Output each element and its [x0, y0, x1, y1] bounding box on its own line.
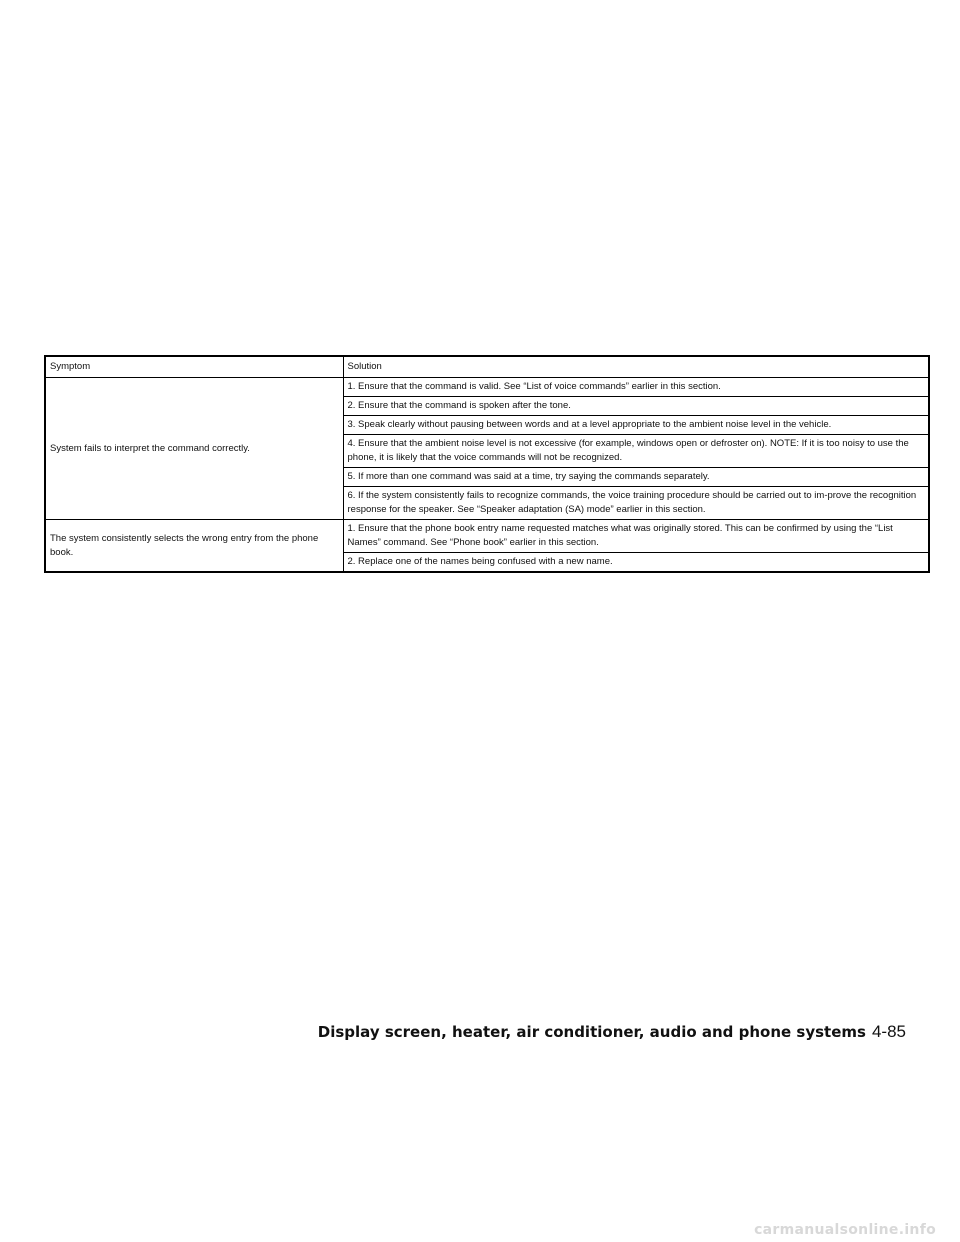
symptom-cell: System fails to interpret the command correctly. — [45, 378, 343, 520]
table-header-row — [45, 356, 929, 378]
solution-cell: 1. Ensure that the phone book entry name requested matches what was originally stored. This can be confirmed by using the “List Names” command. See “Phone book” earlier in this section. — [343, 520, 929, 553]
table-row — [45, 378, 929, 397]
solution-cell: 2. Ensure that the command is spoken after the tone. — [343, 397, 929, 416]
troubleshooting-table — [44, 355, 930, 573]
table-row — [45, 520, 929, 553]
section-title: Display screen, heater, air conditioner, audio and phone systems — [317, 1023, 866, 1041]
watermark-text: carmanualsonline.info — [754, 1222, 936, 1238]
page-footer — [318, 1022, 906, 1042]
page-number: 4-85 — [871, 1022, 906, 1041]
solution-cell: 4. Ensure that the ambient noise level is not excessive (for example, windows open or defroster on). NOTE: If it is too noisy to use the phone, it is likely that the voice commands will not be recognized. — [343, 435, 929, 468]
symptom-cell: The system consistently selects the wrong entry from the phone book. — [45, 520, 343, 573]
solution-cell: 3. Speak clearly without pausing between words and at a level appropriate to the ambient noise level in the vehicle. — [343, 416, 929, 435]
solution-cell: 5. If more than one command was said at a time, try saying the commands separately. — [343, 468, 929, 487]
solution-cell: 2. Replace one of the names being confused with a new name. — [343, 553, 929, 573]
solution-header: Solution — [343, 356, 929, 378]
solution-cell: 6. If the system consistently fails to recognize commands, the voice training procedure should be carried out to im-prove the recognition response for the speaker. See “Speaker adaptation (SA) mode” earlier in this section. — [343, 487, 929, 520]
symptom-header: Symptom — [45, 356, 343, 378]
solution-cell: 1. Ensure that the command is valid. See “List of voice commands” earlier in this section. — [343, 378, 929, 397]
